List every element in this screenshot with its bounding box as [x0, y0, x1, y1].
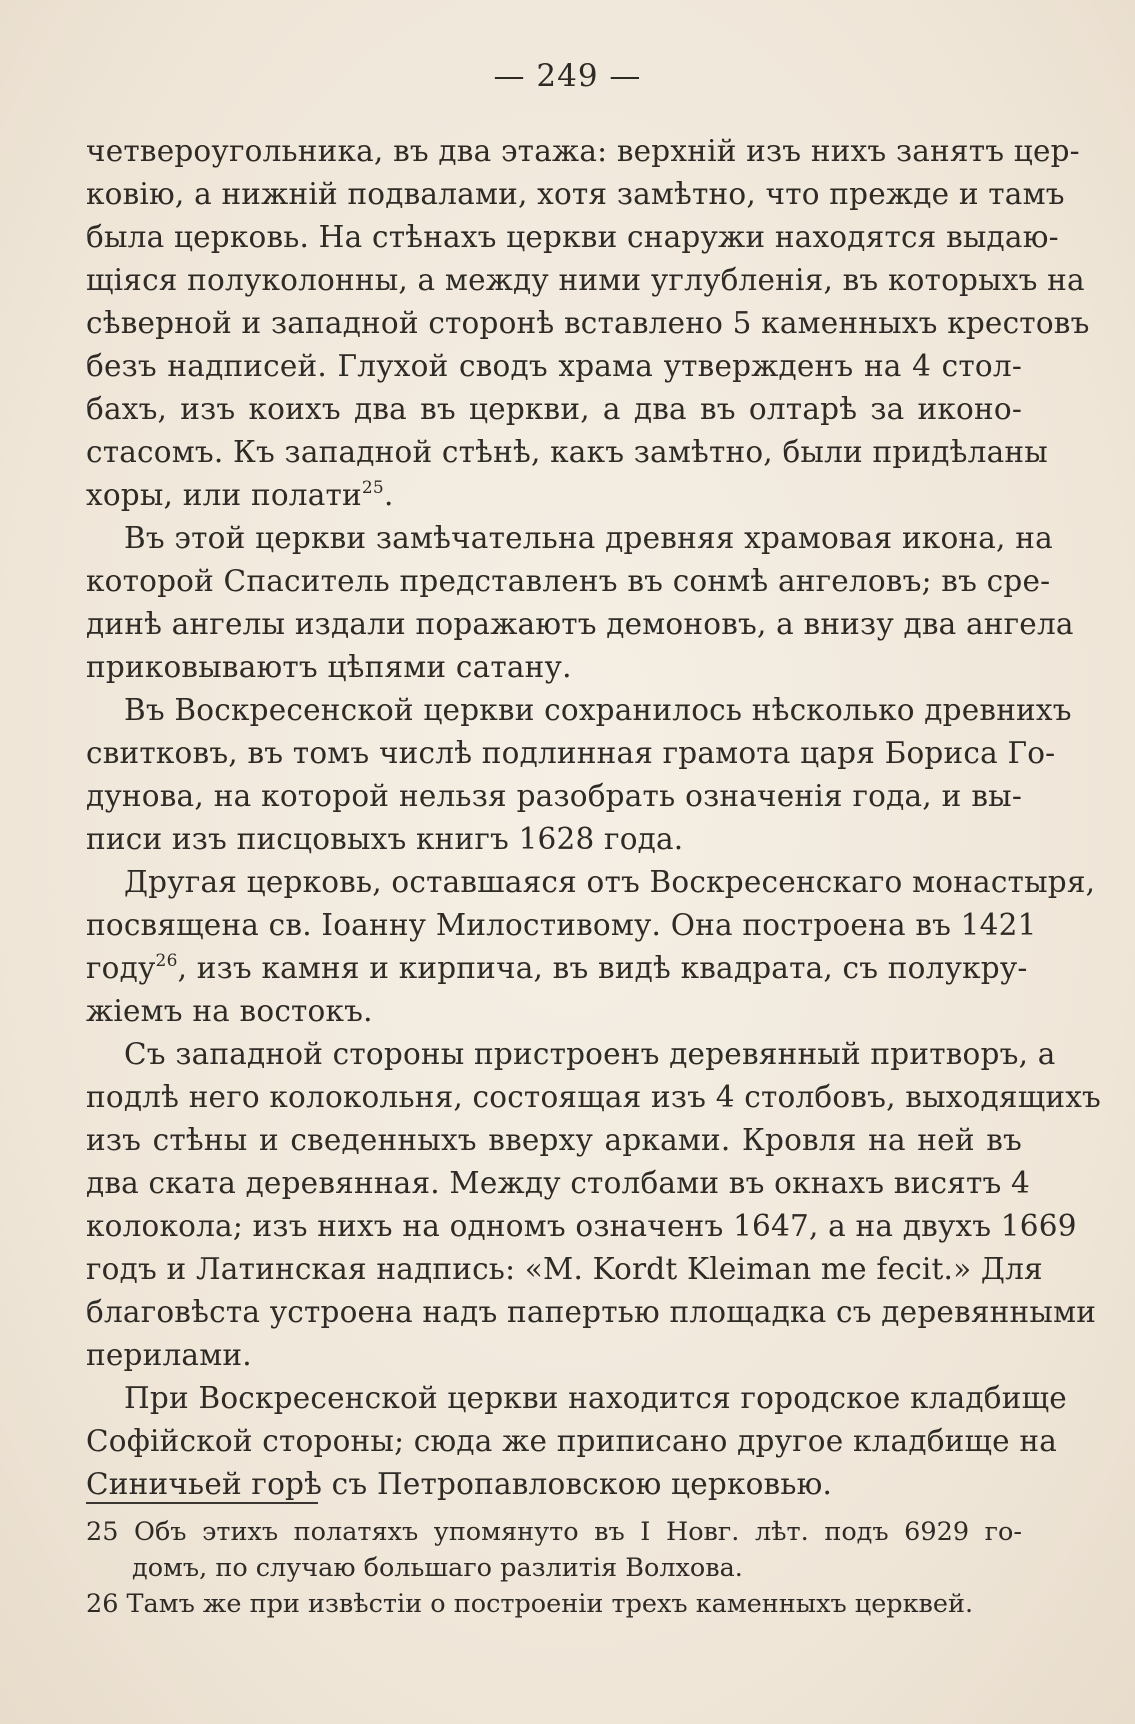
footnote-divider [86, 1502, 318, 1504]
text-line [86, 1377, 1067, 1420]
text-line [86, 259, 1085, 302]
text-line-content: подлѣ него колокольня, состоящая изъ 4 столбовъ, выходящихъ [86, 1080, 1102, 1114]
text-line [86, 560, 1051, 603]
body-text [86, 130, 1102, 1506]
text-line [86, 603, 1074, 646]
text-line-content: приковываютъ цѣпями сатану. [86, 650, 572, 684]
text-line [86, 947, 1028, 990]
footnote-line: 26 Тамъ же при извѣстіи о построеніи трехъ каменныхъ церквей. [86, 1589, 974, 1619]
text-line-content: дунова, на которой нельзя разобрать означенія года, и вы- [86, 779, 1022, 813]
text-line-tail: , изъ камня и кирпича, въ видѣ квадрата, съ полукру- [177, 951, 1028, 985]
text-line [86, 646, 1022, 689]
text-line [86, 1033, 1056, 1076]
text-line-content: которой Спаситель представленъ въ сонмѣ ангеловъ; въ сре- [86, 564, 1051, 598]
text-line [86, 861, 1096, 904]
text-line-content: стасомъ. Къ западной стѣнѣ, какъ замѣтно, были придѣланы [86, 435, 1048, 469]
text-line [86, 216, 1059, 259]
footnotes [86, 1514, 1022, 1622]
text-line [86, 1248, 1043, 1291]
text-line-content: посвящена св. Іоанну Милостивому. Она построена въ 1421 [86, 908, 1037, 942]
footnote-line: домъ, по случаю большаго разлитія Волхова. [132, 1553, 743, 1583]
text-line [86, 1463, 1022, 1506]
text-line [86, 1205, 1077, 1248]
text-line-content: Другая церковь, оставшаяся отъ Воскресенскаго монастыря, [124, 865, 1096, 899]
footnote-marker: 26 [155, 951, 178, 971]
text-line-content: свитковъ, въ томъ числѣ подлинная грамота царя Бориса Го- [86, 736, 1056, 770]
text-line-content: была церковь. На стѣнахъ церкви снаружи находятся выдаю- [86, 220, 1059, 254]
text-line [86, 990, 1022, 1033]
text-line-content: динѣ ангелы издали поражаютъ демоновъ, а внизу два ангела [86, 607, 1074, 641]
text-line-content: колокола; изъ нихъ на одномъ означенъ 1647, а на двухъ 1669 [86, 1209, 1077, 1243]
text-line-content: щіяся полуколонны, а между ними углубленія, въ которыхъ на [86, 263, 1085, 297]
text-line [86, 904, 1037, 947]
text-line-content: жіемъ на востокъ. [86, 994, 373, 1028]
text-line [86, 474, 1022, 517]
text-line [86, 345, 1022, 388]
text-line-content: четвероугольника, въ два этажа: верхній изъ нихъ занятъ цер- [86, 134, 1080, 168]
text-line [86, 431, 1048, 474]
text-line-content: Съ западной стороны пристроенъ деревянный притворъ, а [124, 1037, 1056, 1071]
text-line [86, 517, 1053, 560]
text-line-content: При Воскресенской церкви находится городское кладбище [124, 1381, 1067, 1415]
text-line-content: Софійской стороны; сюда же приписано другое кладбище на [86, 1424, 1058, 1458]
text-line-content: писи изъ писцовыхъ книгъ 1628 года. [86, 822, 684, 856]
text-line-content: Въ этой церкви замѣчательна древняя храмовая икона, на [124, 521, 1053, 555]
text-line [86, 388, 1022, 431]
text-line [86, 1119, 1022, 1162]
text-line-content: благовѣста устроена надъ папертью площадка съ деревянными [86, 1295, 1097, 1329]
text-line [86, 1334, 1022, 1377]
text-line-content: перилами. [86, 1338, 252, 1372]
text-line-content: году [86, 951, 156, 985]
text-line-content: Синичьей горѣ съ Петропавловскою церковью. [86, 1467, 833, 1501]
text-line-content: ковію, а нижній подвалами, хотя замѣтно, что прежде и тамъ [86, 177, 1065, 211]
text-line [86, 173, 1065, 216]
footnote-marker: 25 [361, 478, 384, 498]
text-line [86, 1076, 1102, 1119]
text-line-content: Въ Воскресенской церкви сохранилось нѣсколько древнихъ [124, 693, 1072, 727]
text-line [86, 1420, 1058, 1463]
text-line-tail: . [383, 478, 394, 512]
text-line-content: годъ и Латинская надпись: «M. Kordt Kleiman me fecit.» Для [86, 1252, 1043, 1286]
text-line-content: хоры, или полати [86, 478, 362, 512]
page-number: — 249 — [493, 58, 642, 94]
text-line [86, 732, 1056, 775]
text-line-content: сѣверной и западной сторонѣ вставлено 5 каменныхъ крестовъ [86, 306, 1090, 340]
text-line-content: безъ надписей. Глухой сводъ храма утвержденъ на 4 стол- [86, 349, 1022, 383]
text-line-content: два ската деревянная. Между столбами въ окнахъ висятъ 4 [86, 1166, 1031, 1200]
text-line-content: изъ стѣны и сведенныхъ вверху арками. Кровля на ней въ [86, 1123, 1022, 1157]
text-line [86, 818, 1022, 861]
text-line [86, 1162, 1031, 1205]
text-line-content: бахъ, изъ коихъ два въ церкви, а два въ олтарѣ за иконо- [86, 392, 1022, 426]
text-line [86, 302, 1090, 345]
text-line [86, 775, 1022, 818]
text-line [86, 130, 1080, 173]
text-line [86, 689, 1072, 732]
footnote-line: 25 Объ этихъ полатяхъ упомянуто въ I Новг. лѣт. подъ 6929 го- [86, 1517, 1022, 1547]
text-line [86, 1291, 1097, 1334]
